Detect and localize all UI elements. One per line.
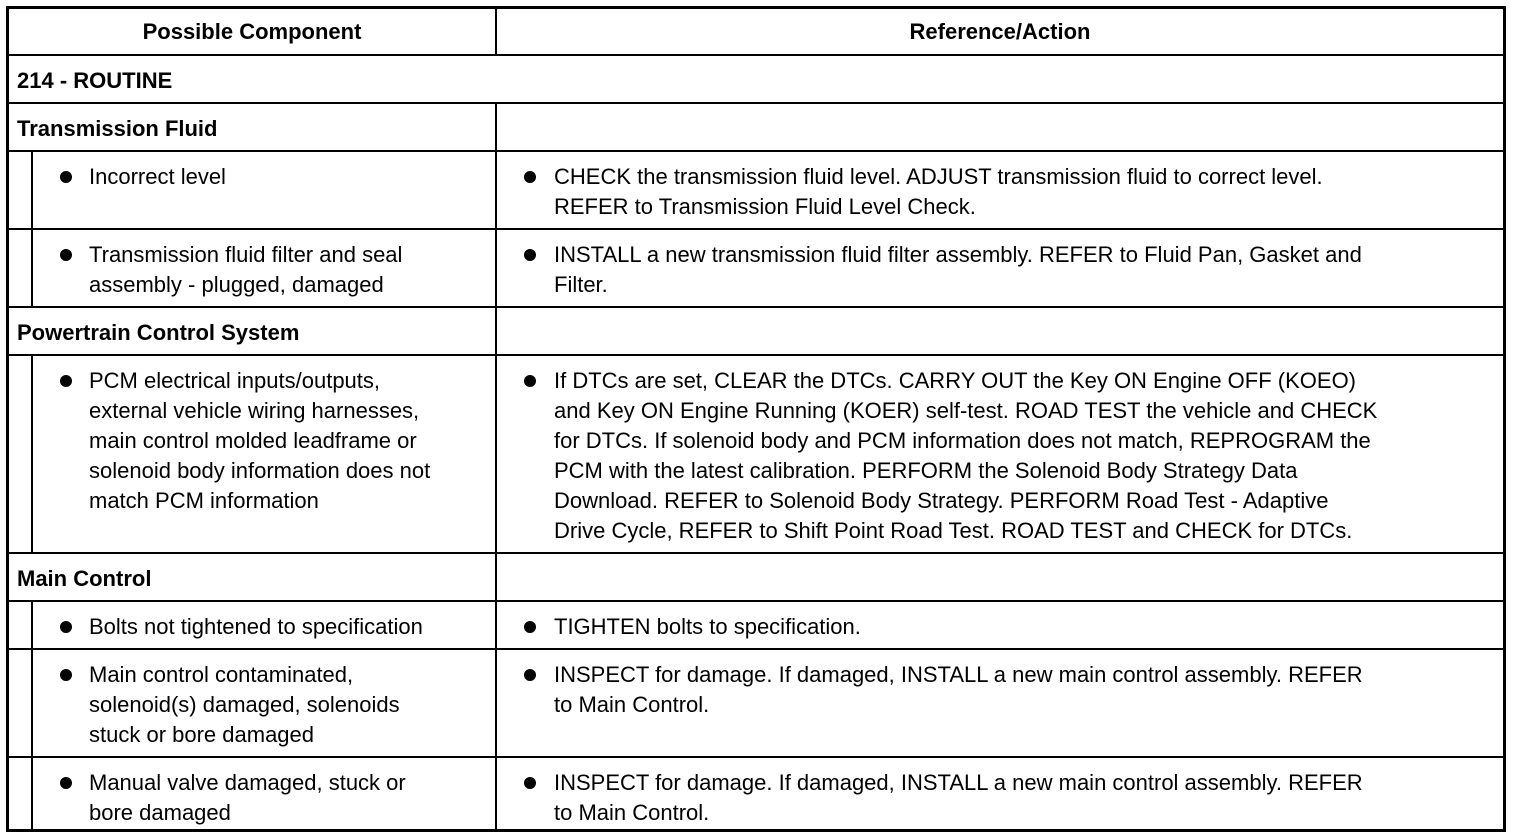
- bullet-icon: [524, 777, 536, 789]
- header-possible-component: Possible Component: [142, 19, 362, 44]
- section-title-transmission-fluid: Transmission Fluid: [17, 116, 218, 141]
- component-text: Manual valve damaged, stuck or bore damaged: [89, 770, 406, 825]
- bullet-icon: [524, 171, 536, 183]
- bullet-icon: [60, 249, 72, 261]
- action-text: INSTALL a new transmission fluid filter assembly. REFER to Fluid Pan, Gasket and Filter.: [554, 242, 1362, 297]
- component-text: Bolts not tightened to specification: [89, 614, 423, 639]
- bullet-icon: [524, 249, 536, 261]
- action-text: CHECK the transmission fluid level. ADJUST transmission fluid to correct level. REFER to Transmission Fluid Level Check.: [554, 164, 1323, 219]
- action-text: TIGHTEN bolts to specification.: [554, 614, 861, 639]
- diagnostic-table: [6, 6, 1506, 832]
- action-text: INSPECT for damage. If damaged, INSTALL a new main control assembly. REFER to Main Control.: [554, 662, 1363, 717]
- bullet-icon: [60, 621, 72, 633]
- action-text: INSPECT for damage. If damaged, INSTALL a new main control assembly. REFER to Main Control.: [554, 770, 1363, 825]
- component-text: Main control contaminated, solenoid(s) damaged, solenoids stuck or bore damaged: [89, 662, 400, 747]
- bullet-icon: [524, 621, 536, 633]
- section-title-powertrain-control-system: Powertrain Control System: [17, 320, 300, 345]
- component-text: PCM electrical inputs/outputs, external vehicle wiring harnesses, main control molded leadframe or solenoid body information does not match PCM information: [89, 368, 431, 513]
- component-text: Transmission fluid filter and seal assembly - plugged, damaged: [89, 242, 403, 297]
- bullet-icon: [60, 171, 72, 183]
- bullet-icon: [60, 669, 72, 681]
- header-reference-action: Reference/Action: [909, 19, 1091, 44]
- component-text: Incorrect level: [89, 164, 226, 189]
- bullet-icon: [524, 375, 536, 387]
- section-title-main-control: Main Control: [17, 566, 152, 591]
- bullet-icon: [60, 375, 72, 387]
- bullet-icon: [60, 777, 72, 789]
- routine-title: 214 - ROUTINE: [17, 68, 173, 93]
- column-divider: [495, 9, 497, 832]
- action-text: If DTCs are set, CLEAR the DTCs. CARRY OUT the Key ON Engine OFF (KOEO) and Key ON Engine Running (KOER) self-test. ROAD TEST the vehicle and CHECK for DTCs. If solenoid body and PCM information does not match, REPROGRAM the PCM with the latest calibration. PERFORM the Solenoid Body Strategy Data Download. REFER to Solenoid Body Strategy. PERFORM Road Test - Adaptive Drive Cycle, REFER to Shift Point Road Test. ROAD TEST and CHECK for DTCs.: [554, 368, 1378, 543]
- bullet-icon: [524, 669, 536, 681]
